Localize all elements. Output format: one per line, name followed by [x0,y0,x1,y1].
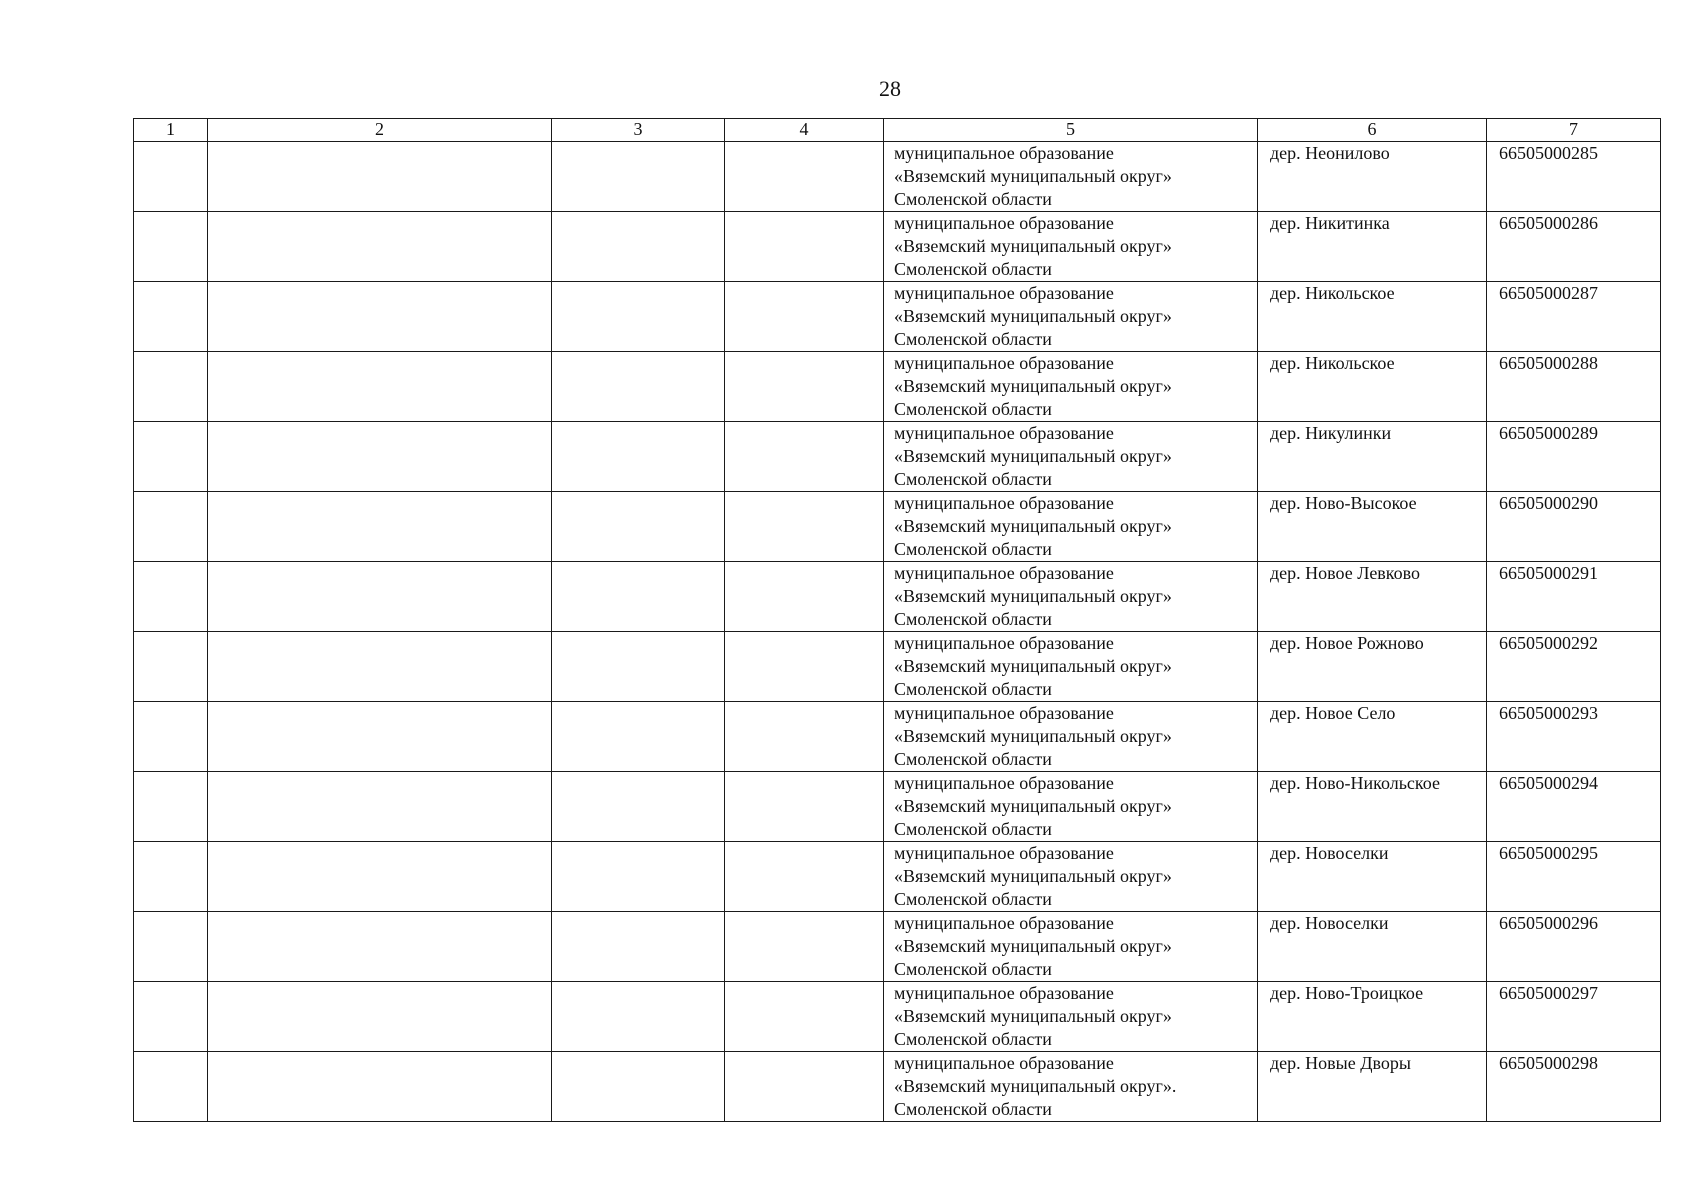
empty-cell-col4 [725,702,884,772]
municipality-line: «Вяземский муниципальный округ» [894,376,1172,396]
oktmo-code-cell: 66505000293 [1487,702,1661,772]
settlement-cell: дер. Новые Дворы [1258,1052,1487,1122]
empty-cell-col1 [134,212,208,282]
empty-cell-col3 [552,422,725,492]
table-row [134,1052,1661,1122]
municipality-cell [884,142,1258,212]
register-table [133,118,1661,1122]
empty-cell-col2 [208,562,552,632]
municipality-line: Смоленской области [894,399,1052,419]
settlement-cell: дер. Никулинки [1258,422,1487,492]
municipality-line: «Вяземский муниципальный округ» [894,656,1172,676]
empty-cell-col1 [134,562,208,632]
municipality-line: Смоленской области [894,609,1052,629]
municipality-line: муниципальное образование [894,913,1114,933]
table-row [134,422,1661,492]
column-header-6: 6 [1258,119,1487,142]
empty-cell-col3 [552,1052,725,1122]
oktmo-code-cell: 66505000285 [1487,142,1661,212]
municipality-line: муниципальное образование [894,1053,1114,1073]
oktmo-code-cell: 66505000297 [1487,982,1661,1052]
empty-cell-col1 [134,632,208,702]
municipality-line: «Вяземский муниципальный округ» [894,796,1172,816]
settlement-cell: дер. Новое Левково [1258,562,1487,632]
empty-cell-col1 [134,1052,208,1122]
municipality-line: муниципальное образование [894,423,1114,443]
municipality-cell [884,912,1258,982]
municipality-line: Смоленской области [894,329,1052,349]
empty-cell-col4 [725,492,884,562]
settlement-cell: дер. Новоселки [1258,912,1487,982]
oktmo-code-cell: 66505000292 [1487,632,1661,702]
municipality-line: Смоленской области [894,749,1052,769]
empty-cell-col3 [552,562,725,632]
municipality-cell [884,632,1258,702]
empty-cell-col3 [552,772,725,842]
column-header-7: 7 [1487,119,1661,142]
empty-cell-col3 [552,352,725,422]
empty-cell-col1 [134,352,208,422]
empty-cell-col4 [725,562,884,632]
settlement-cell: дер. Никольское [1258,352,1487,422]
column-header-4: 4 [725,119,884,142]
municipality-cell [884,772,1258,842]
empty-cell-col2 [208,982,552,1052]
oktmo-code-cell: 66505000296 [1487,912,1661,982]
municipality-cell [884,352,1258,422]
municipality-line: муниципальное образование [894,773,1114,793]
table-row [134,492,1661,562]
municipality-line: «Вяземский муниципальный округ» [894,936,1172,956]
empty-cell-col1 [134,282,208,352]
empty-cell-col3 [552,492,725,562]
empty-cell-col2 [208,422,552,492]
empty-cell-col4 [725,352,884,422]
settlement-cell: дер. Новое Рожново [1258,632,1487,702]
table-row [134,702,1661,772]
empty-cell-col1 [134,702,208,772]
municipality-line: Смоленской области [894,539,1052,559]
empty-cell-col4 [725,282,884,352]
empty-cell-col4 [725,912,884,982]
empty-cell-col4 [725,632,884,702]
oktmo-code-cell: 66505000286 [1487,212,1661,282]
municipality-line: Смоленской области [894,679,1052,699]
municipality-cell [884,492,1258,562]
empty-cell-col4 [725,842,884,912]
column-header-3: 3 [552,119,725,142]
oktmo-code-cell: 66505000295 [1487,842,1661,912]
oktmo-code-cell: 66505000294 [1487,772,1661,842]
oktmo-code-cell: 66505000289 [1487,422,1661,492]
table-header [134,119,1661,142]
settlement-cell: дер. Никольское [1258,282,1487,352]
empty-cell-col4 [725,212,884,282]
settlement-cell: дер. Ново-Троицкое [1258,982,1487,1052]
empty-cell-col3 [552,702,725,772]
empty-cell-col4 [725,982,884,1052]
column-header-2: 2 [208,119,552,142]
municipality-line: Смоленской области [894,1029,1052,1049]
municipality-line: «Вяземский муниципальный округ» [894,236,1172,256]
municipality-line: муниципальное образование [894,143,1114,163]
empty-cell-col3 [552,632,725,702]
municipality-line: «Вяземский муниципальный округ» [894,726,1172,746]
municipality-line: муниципальное образование [894,703,1114,723]
table-row [134,842,1661,912]
municipality-line: Смоленской области [894,259,1052,279]
municipality-cell [884,562,1258,632]
empty-cell-col2 [208,492,552,562]
empty-cell-col3 [552,142,725,212]
table-row [134,282,1661,352]
municipality-line: муниципальное образование [894,843,1114,863]
empty-cell-col4 [725,772,884,842]
empty-cell-col2 [208,142,552,212]
municipality-cell [884,212,1258,282]
municipality-line: «Вяземский муниципальный округ» [894,166,1172,186]
municipality-line: муниципальное образование [894,493,1114,513]
empty-cell-col3 [552,842,725,912]
empty-cell-col1 [134,842,208,912]
settlement-cell: дер. Никитинка [1258,212,1487,282]
municipality-line: Смоленской области [894,819,1052,839]
table-row [134,142,1661,212]
settlement-cell: дер. Ново-Высокое [1258,492,1487,562]
empty-cell-col3 [552,212,725,282]
empty-cell-col2 [208,282,552,352]
oktmo-code-cell: 66505000291 [1487,562,1661,632]
empty-cell-col1 [134,142,208,212]
empty-cell-col1 [134,772,208,842]
municipality-line: муниципальное образование [894,283,1114,303]
empty-cell-col4 [725,142,884,212]
header-row [134,119,1661,142]
empty-cell-col1 [134,492,208,562]
empty-cell-col2 [208,702,552,772]
municipality-line: «Вяземский муниципальный округ» [894,586,1172,606]
municipality-cell [884,1052,1258,1122]
municipality-line: муниципальное образование [894,563,1114,583]
oktmo-code-cell: 66505000298 [1487,1052,1661,1122]
empty-cell-col4 [725,422,884,492]
municipality-line: «Вяземский муниципальный округ» [894,1006,1172,1026]
municipality-line: «Вяземский муниципальный округ» [894,306,1172,326]
empty-cell-col1 [134,912,208,982]
table-body [134,142,1661,1122]
table-row [134,212,1661,282]
settlement-cell: дер. Новоселки [1258,842,1487,912]
oktmo-code-cell: 66505000287 [1487,282,1661,352]
empty-cell-col3 [552,282,725,352]
empty-cell-col2 [208,632,552,702]
empty-cell-col3 [552,912,725,982]
municipality-line: муниципальное образование [894,983,1114,1003]
table-row [134,632,1661,702]
table-row [134,772,1661,842]
municipality-line: Смоленской области [894,1099,1052,1119]
empty-cell-col1 [134,422,208,492]
empty-cell-col2 [208,352,552,422]
oktmo-code-cell: 66505000290 [1487,492,1661,562]
column-header-5: 5 [884,119,1258,142]
empty-cell-col1 [134,982,208,1052]
municipality-line: Смоленской области [894,189,1052,209]
municipality-cell [884,422,1258,492]
municipality-line: Смоленской области [894,469,1052,489]
table-row [134,982,1661,1052]
empty-cell-col2 [208,212,552,282]
settlement-cell: дер. Новое Село [1258,702,1487,772]
settlement-cell: дер. Ново-Никольское [1258,772,1487,842]
table-row [134,562,1661,632]
page-number: 28 [879,76,901,101]
municipality-cell [884,702,1258,772]
empty-cell-col2 [208,772,552,842]
settlement-cell: дер. Неонилово [1258,142,1487,212]
oktmo-code-cell: 66505000288 [1487,352,1661,422]
municipality-cell [884,982,1258,1052]
column-header-1: 1 [134,119,208,142]
empty-cell-col2 [208,1052,552,1122]
municipality-line: Смоленской области [894,889,1052,909]
municipality-line: «Вяземский муниципальный округ» [894,446,1172,466]
municipality-line: муниципальное образование [894,213,1114,233]
municipality-cell [884,282,1258,352]
empty-cell-col2 [208,842,552,912]
municipality-line: «Вяземский муниципальный округ» [894,866,1172,886]
municipality-line: Смоленской области [894,959,1052,979]
municipality-line: «Вяземский муниципальный округ». [894,1076,1177,1096]
empty-cell-col4 [725,1052,884,1122]
municipality-cell [884,842,1258,912]
empty-cell-col2 [208,912,552,982]
table-row [134,352,1661,422]
table-row [134,912,1661,982]
municipality-line: «Вяземский муниципальный округ» [894,516,1172,536]
municipality-line: муниципальное образование [894,633,1114,653]
empty-cell-col3 [552,982,725,1052]
municipality-line: муниципальное образование [894,353,1114,373]
